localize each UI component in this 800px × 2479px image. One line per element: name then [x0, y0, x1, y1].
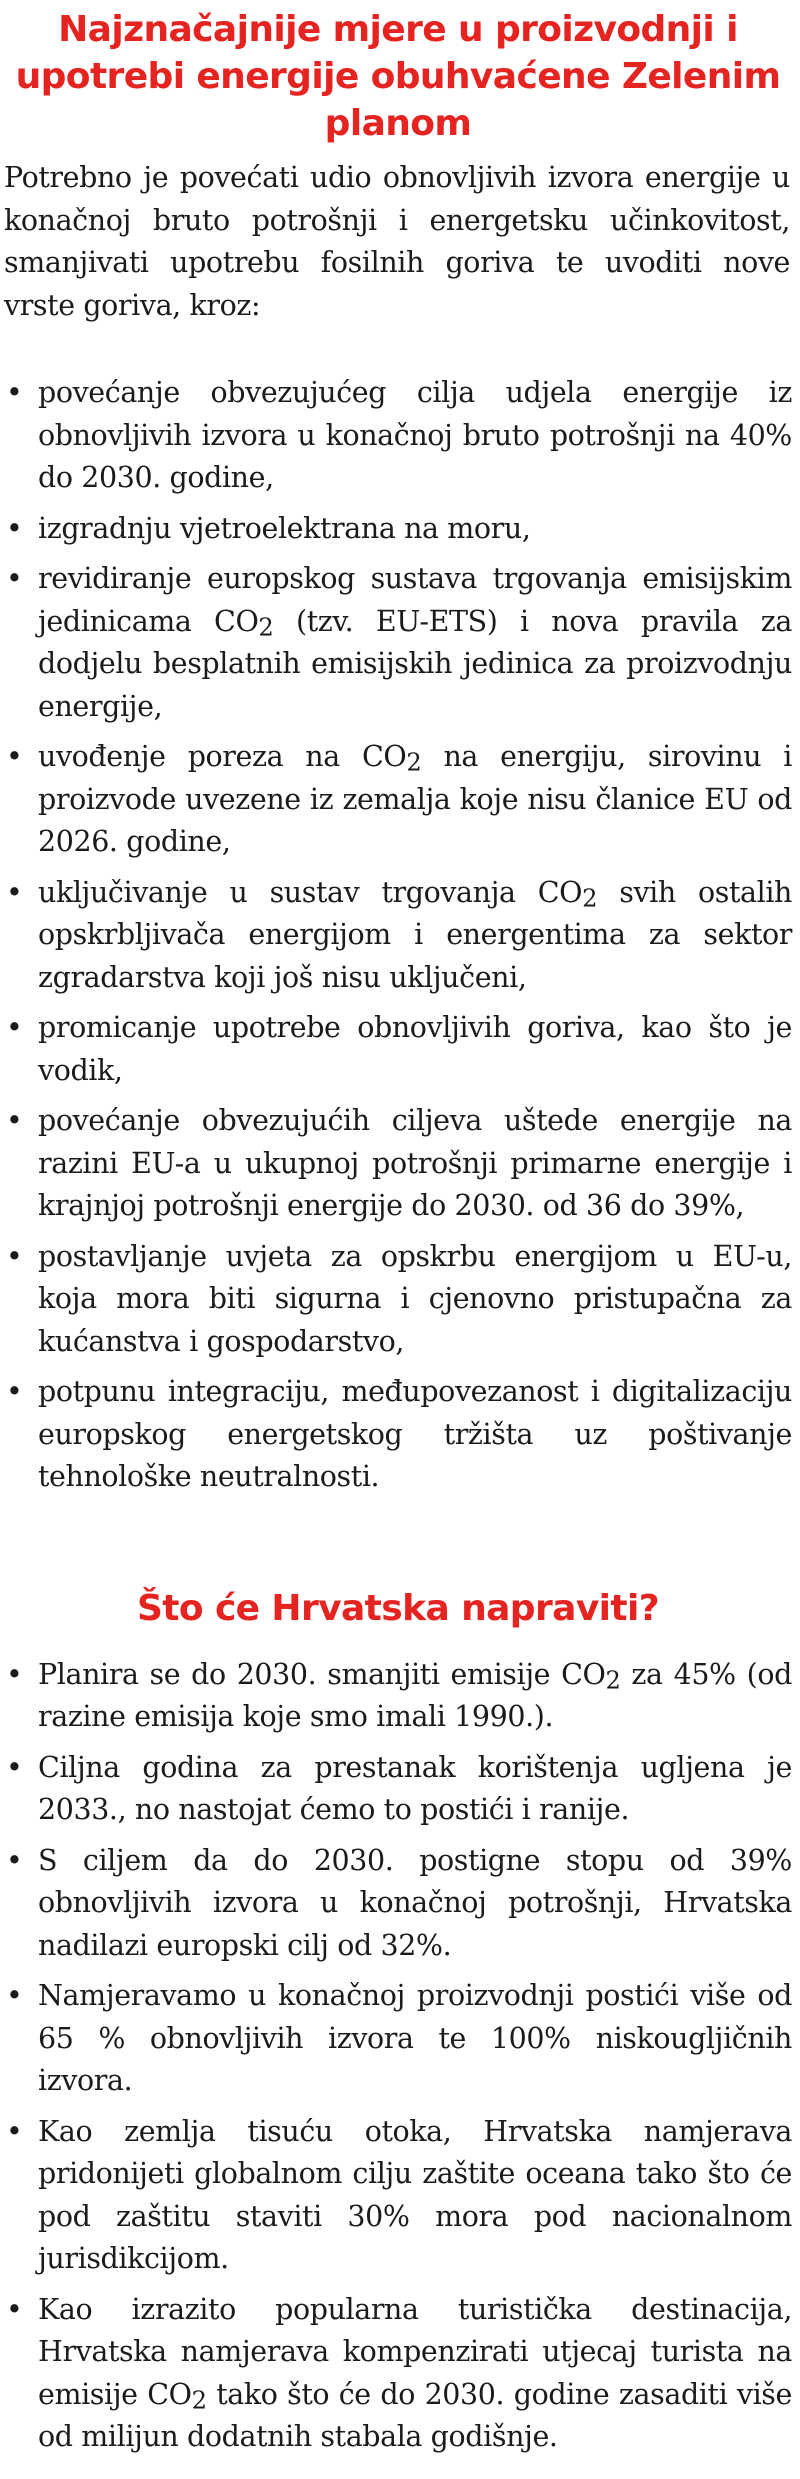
bullet-icon: • — [6, 875, 23, 909]
list-item-text-before: revidiranje europskog sustava trgovanja emisijskim jedinicama CO — [38, 562, 792, 638]
list-item-text-after: tako što će do 2030. godine zasaditi više od milijun dodatnih stabala godišnje. — [38, 2377, 792, 2453]
co2-subscript: 2 — [258, 612, 274, 641]
section-title-croatia-plans: Što će Hrvatska napraviti? — [136, 1587, 660, 1629]
list-item — [4, 872, 792, 1000]
list-item-text: povećanje obvezujućeg cilja udjela energije iz obnovljivih izvora u konačnoj bruto potrošnji na 40% do 2030. godine, — [38, 376, 792, 494]
list-item-text: Ciljna godina za prestanak korištenja ugljena je 2033., no nastojat ćemo to postići i ranije. — [38, 1750, 792, 1826]
list-item-text: Namjeravamo u konačnoj proizvodnji postići više od 65 % obnovljivih izvora te 100% niskougljičnih izvora. — [38, 1979, 792, 2097]
bullet-icon: • — [6, 376, 23, 409]
list-item-text: promicanje upotrebe obnovljivih goriva, kao što je vodik, — [38, 1011, 792, 1087]
list-item — [4, 1007, 792, 1092]
section-title-green-plan-measures: Najznačajnije mjere u proizvodnji i upotrebi energije obuhvaćene Zelenim planom — [15, 9, 781, 144]
bullet-icon: • — [6, 1375, 23, 1408]
co2-subscript: 2 — [191, 2385, 207, 2414]
list-item-text: povećanje obvezujućih ciljeva uštede energije na razini EU-a u ukupnoj potrošnji primarne energije i krajnjoj potrošnji energije do 2030. od 36 do 39%, — [38, 1104, 792, 1222]
list-item — [4, 1236, 792, 1364]
bullet-icon: • — [6, 1657, 23, 1691]
bullet-icon: • — [6, 1979, 23, 2012]
list-item-text-after: svih ostalih opskrbljivača energijom i energentima za sektor zgradarstva koji još nisu uključeni, — [38, 875, 792, 994]
list-item — [4, 1371, 792, 1499]
list-item — [4, 1654, 792, 1739]
list-item-text: Kao zemlja tisuću otoka, Hrvatska namjerava pridonijeti globalnom cilju zaštite oceana tako što će pod zaštitu staviti 30% mora pod nacionalnom jurisdikcijom. — [38, 2114, 792, 2275]
list-item-text-before: Kao izrazito popularna turistička destinacija, Hrvatska namjerava kompenzirati utjecaj turista na emisije CO — [38, 2292, 792, 2411]
bullet-icon: • — [6, 1011, 23, 1044]
list-item — [4, 736, 792, 864]
measures-list — [4, 372, 792, 1499]
bullet-icon: • — [6, 2114, 23, 2148]
list-item — [4, 2111, 792, 2281]
bullet-icon: • — [6, 1104, 23, 1137]
list-item — [4, 558, 792, 728]
intro-paragraph: Potrebno je povećati udio obnovljivih izvora energije u konačnoj bruto potrošnji i energetsku učinkovitost, smanjivati upotrebu fosilnih goriva te uvoditi nove vrste goriva, kroz: — [4, 161, 790, 322]
bullet-icon: • — [6, 562, 23, 595]
list-item-text: potpunu integraciju, međupovezanost i digitalizaciju europskog energetskog tržišta uz poštivanje tehnološke neutralnosti. — [38, 1375, 792, 1493]
list-item-text: S ciljem da do 2030. postigne stopu od 39% obnovljivih izvora u konačnoj potrošnji, Hrvatska nadilazi europski cilj od 32%. — [38, 1843, 792, 1962]
bullet-icon: • — [6, 1239, 23, 1273]
list-item-text-after: na energiju, sirovinu i proizvode uvezene iz zemalja koje nisu članice EU od 2026. godine, — [38, 740, 792, 858]
list-item — [4, 2289, 792, 2459]
bullet-icon: • — [6, 2292, 23, 2326]
list-item-text-before: Planira se do 2030. smanjiti emisije CO — [38, 1657, 606, 1691]
bullet-icon: • — [6, 1843, 23, 1877]
list-item-text-after: za 45% (od razine emisija koje smo imali 1990.). — [38, 1657, 792, 1733]
list-item — [4, 1100, 792, 1228]
bullet-icon: • — [6, 1750, 23, 1784]
bullet-icon: • — [6, 511, 23, 545]
list-item-text: postavljanje uvjeta za opskrbu energijom u EU-u, koja mora biti sigurna i cjenovno pristupačna za kućanstva i gospodarstvo, — [38, 1239, 792, 1358]
list-item-text-after: (tzv. EU-ETS) i nova pravila za dodjelu besplatnih emisijskih jedinica za proizvodnju energije, — [38, 604, 792, 723]
croatia-plans-list — [4, 1654, 792, 2459]
bullet-icon: • — [6, 740, 23, 773]
list-item-text-before: uključivanje u sustav trgovanja CO — [38, 875, 583, 909]
list-item-text: izgradnju vjetroelektrana na moru, — [38, 511, 531, 545]
co2-subscript: 2 — [582, 883, 598, 912]
list-item — [4, 372, 792, 500]
list-item — [4, 1840, 792, 1968]
co2-subscript: 2 — [605, 1665, 621, 1694]
list-item-text-before: uvođenje poreza na CO — [38, 740, 407, 773]
list-item — [4, 1747, 792, 1832]
list-item — [4, 508, 792, 551]
list-item — [4, 1975, 792, 2103]
co2-subscript: 2 — [406, 748, 422, 777]
